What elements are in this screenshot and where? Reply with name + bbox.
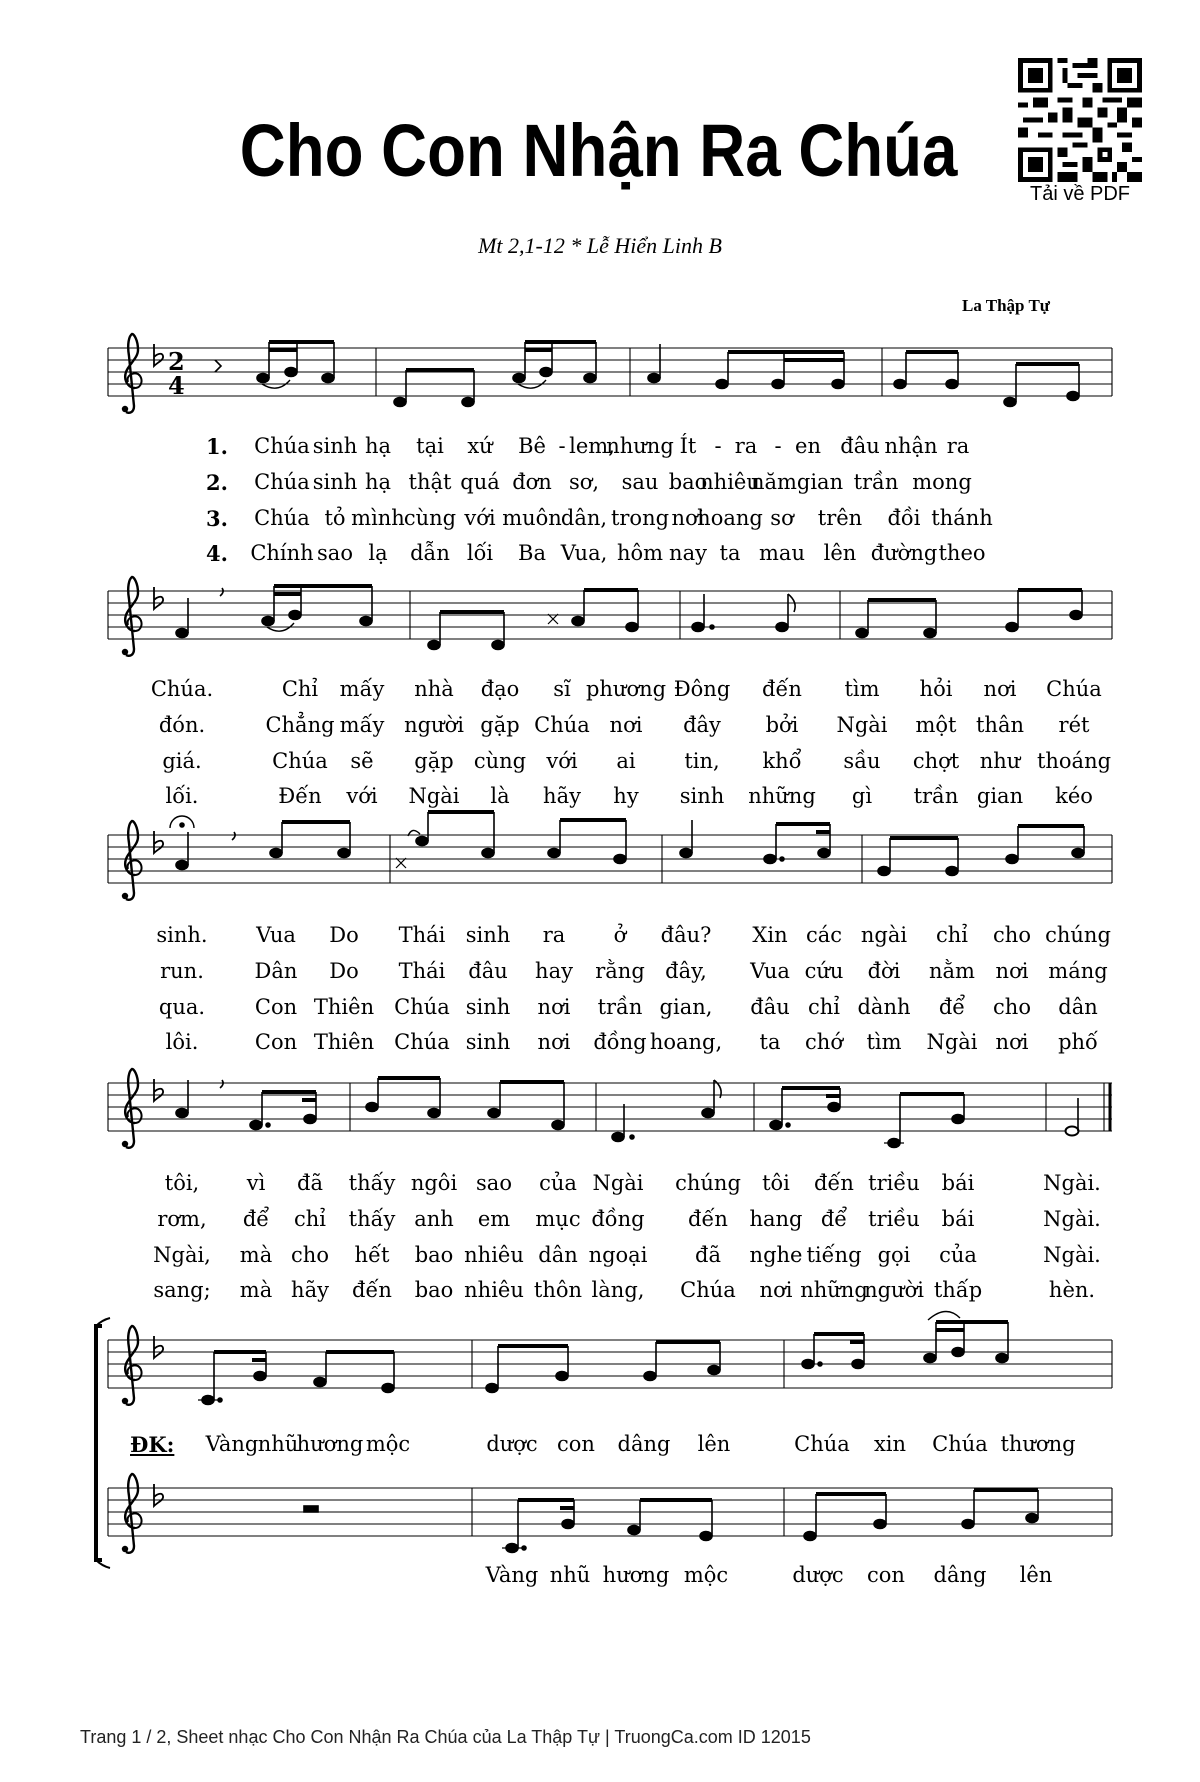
lyric-syllable: Thái bbox=[398, 923, 446, 947]
lyric-syllable: thật bbox=[408, 470, 452, 494]
lyric-syllable: nơi bbox=[537, 995, 571, 1019]
lyric-syllable: bao bbox=[414, 1278, 454, 1302]
lyric-syllable: mộc bbox=[683, 1563, 729, 1587]
lyric-syllable: rét bbox=[1058, 713, 1090, 737]
lyric-syllable: Chúa bbox=[394, 1030, 450, 1054]
lyric-syllable: Chúa bbox=[534, 713, 590, 737]
lyric-syllable: hay bbox=[535, 959, 573, 983]
lyric-syllable: nhiêu bbox=[700, 470, 760, 494]
lyric-syllable: ra bbox=[542, 923, 566, 947]
lyric-syllable: nơi bbox=[983, 677, 1017, 701]
lyric-syllable: người bbox=[404, 713, 464, 737]
lyric-syllable: sinh bbox=[465, 923, 511, 947]
lyric-syllable: dân bbox=[1058, 995, 1098, 1019]
lyric-syllable: Vua bbox=[750, 959, 790, 983]
lyric-syllable: dược bbox=[792, 1563, 844, 1587]
lyric-syllable: khổ bbox=[762, 749, 802, 773]
lyric-syllable: Ngài. bbox=[1043, 1171, 1101, 1195]
lyric-syllable: thương bbox=[1000, 1432, 1076, 1456]
lyric-syllable: sĩ bbox=[553, 677, 571, 701]
lyric-syllable: Ngài bbox=[408, 784, 460, 808]
lyric-syllable: - bbox=[714, 434, 722, 458]
lyric-syllable: phố bbox=[1058, 1030, 1098, 1054]
lyric-syllable: ngôi bbox=[410, 1171, 458, 1195]
lyric-syllable: tỏ bbox=[324, 506, 346, 530]
lyric-syllable: hạ bbox=[364, 434, 392, 458]
lyric-syllable: gặp bbox=[480, 713, 520, 737]
lyric-syllable: hãy bbox=[543, 784, 581, 808]
lyric-syllable: cứu bbox=[804, 959, 844, 983]
lyric-syllable: lên bbox=[697, 1432, 731, 1456]
refrain-label: ĐK: bbox=[130, 1432, 175, 1457]
lyric-syllable: ai bbox=[616, 749, 636, 773]
lyric-syllable: hỏi bbox=[919, 677, 953, 701]
lyric-syllable: ngài bbox=[860, 923, 908, 947]
lyric-syllable: mấy bbox=[339, 713, 385, 737]
time-signature-bottom: 4 bbox=[168, 371, 185, 400]
lyric-syllable: ra bbox=[734, 434, 758, 458]
lyric-syllable: Đông bbox=[673, 677, 731, 701]
lyric-syllable: của bbox=[939, 1243, 977, 1267]
lyric-syllable: em bbox=[477, 1207, 511, 1231]
lyric-syllable: dược bbox=[486, 1432, 538, 1456]
lyric-syllable: Con bbox=[254, 1030, 298, 1054]
lyric-syllable: lên bbox=[823, 541, 857, 565]
lyric-syllable: Chúa. bbox=[150, 677, 214, 701]
lyric-syllable: Ít bbox=[679, 434, 697, 458]
lyric-syllable: hạ bbox=[364, 470, 392, 494]
lyric-syllable: chỉ bbox=[293, 1207, 327, 1231]
lyric-syllable: hèn. bbox=[1048, 1278, 1096, 1302]
lyric-syllable: đâu bbox=[468, 959, 508, 983]
lyric-syllable: chúng bbox=[675, 1171, 741, 1195]
lyric-syllable: bởi bbox=[765, 713, 799, 737]
lyric-syllable: nghe bbox=[749, 1243, 803, 1267]
lyric-syllable: sang; bbox=[153, 1278, 211, 1302]
lyric-syllable: để bbox=[242, 1207, 270, 1231]
lyric-syllable: ta bbox=[719, 541, 741, 565]
lyric-syllable: Chúa bbox=[394, 995, 450, 1019]
lyric-syllable: lôi. bbox=[165, 1030, 199, 1054]
download-pdf-label[interactable]: Tải về PDF bbox=[1029, 183, 1131, 205]
lyric-syllable: cho bbox=[993, 995, 1031, 1019]
lyric-syllable: dâng bbox=[933, 1563, 987, 1587]
lyric-syllable: để bbox=[820, 1207, 848, 1231]
lyric-syllable: đến bbox=[814, 1171, 854, 1195]
lyric-syllable: trần bbox=[853, 470, 899, 494]
verse-number: 3. bbox=[206, 506, 228, 531]
lyric-syllable: Dân bbox=[254, 959, 298, 983]
lyric-syllable: Do bbox=[329, 923, 359, 947]
lyric-syllable: cho bbox=[291, 1243, 329, 1267]
lyric-syllable: sau bbox=[621, 470, 659, 494]
lyric-syllable: nằm bbox=[929, 959, 975, 983]
lyric-syllable: đơn bbox=[512, 470, 552, 494]
lyric-syllable: Vàng bbox=[205, 1432, 259, 1456]
lyric-syllable: nhiêu bbox=[464, 1278, 524, 1302]
lyric-syllable: dâng bbox=[617, 1432, 671, 1456]
lyric-syllable: anh bbox=[414, 1207, 454, 1231]
lyric-syllable: sinh bbox=[679, 784, 725, 808]
lyric-syllable: hy bbox=[613, 784, 639, 808]
lyric-syllable: thánh bbox=[931, 506, 993, 530]
lyric-syllable: như bbox=[979, 749, 1021, 773]
staff-system-1 bbox=[108, 348, 1112, 396]
lyric-syllable: ở bbox=[613, 923, 627, 947]
lyric-syllable: quá bbox=[460, 470, 500, 494]
lyric-syllable: với bbox=[346, 784, 378, 808]
lyric-syllable: theo bbox=[938, 541, 986, 565]
lyric-syllable: sinh. bbox=[156, 923, 208, 947]
lyric-syllable: nhận bbox=[884, 434, 938, 458]
lyric-syllable: người bbox=[864, 1278, 924, 1302]
lyric-syllable: Ngài bbox=[836, 713, 888, 737]
lyric-syllable: đã bbox=[695, 1243, 721, 1267]
lyric-syllable: Chính bbox=[250, 541, 314, 565]
lyric-syllable: hoang bbox=[697, 506, 763, 530]
lyric-syllable: Vua bbox=[256, 923, 296, 947]
lyric-syllable: sao bbox=[317, 541, 353, 565]
lyric-syllable: hết bbox=[354, 1243, 390, 1267]
lyric-syllable: dẫn bbox=[410, 541, 450, 565]
lyric-syllable: con bbox=[867, 1563, 905, 1587]
lyric-syllable: đồng bbox=[591, 1207, 645, 1231]
lyric-syllable: Ngài. bbox=[1043, 1243, 1101, 1267]
lyric-syllable: phương bbox=[585, 677, 667, 701]
lyric-syllable: sinh bbox=[312, 434, 358, 458]
lyric-syllable: nhũ bbox=[549, 1563, 591, 1587]
lyric-syllable: gian, bbox=[659, 995, 713, 1019]
lyric-syllable: Ngài. bbox=[1043, 1207, 1101, 1231]
lyric-syllable: hương bbox=[602, 1563, 670, 1587]
lyric-syllable: trần bbox=[597, 995, 643, 1019]
lyric-syllable: Bê bbox=[518, 434, 546, 458]
lyric-syllable: đạo bbox=[480, 677, 520, 701]
lyric-syllable: sầu bbox=[843, 749, 881, 773]
lyric-syllable: muôn bbox=[502, 506, 562, 530]
page-footer: Trang 1 / 2, Sheet nhạc Cho Con Nhận Ra Chúa của La Thập Tự | TruongCa.com ID 12015 bbox=[80, 1727, 811, 1747]
lyric-syllable: Chúa bbox=[254, 470, 310, 494]
lyric-syllable: triều bbox=[868, 1207, 920, 1231]
verse-number: 4. bbox=[206, 541, 228, 566]
lyric-syllable: để bbox=[938, 995, 966, 1019]
lyric-syllable: triều bbox=[868, 1171, 920, 1195]
lyric-syllable: sinh bbox=[312, 470, 358, 494]
lyric-syllable: sơ, bbox=[568, 470, 600, 494]
lyric-syllable: nhiêu bbox=[464, 1243, 524, 1267]
lyric-syllable: đến bbox=[688, 1207, 728, 1231]
lyric-syllable: tiếng bbox=[806, 1243, 862, 1267]
lyric-syllable: sẽ bbox=[350, 749, 374, 773]
lyric-syllable: của bbox=[539, 1171, 577, 1195]
lyric-syllable: gì bbox=[851, 784, 873, 808]
staff-system-3 bbox=[108, 835, 1112, 883]
lyric-syllable: lạ bbox=[368, 541, 388, 565]
lyric-syllable: Thiên bbox=[313, 995, 375, 1019]
lyric-syllable: năm bbox=[751, 470, 797, 494]
lyric-syllable: gian bbox=[796, 470, 844, 494]
lyric-syllable: Ba bbox=[518, 541, 546, 565]
lyric-syllable: dành bbox=[857, 995, 911, 1019]
lyric-syllable: Chúa bbox=[794, 1432, 850, 1456]
lyric-syllable: trong bbox=[610, 506, 670, 530]
lyric-syllable: chúng bbox=[1045, 923, 1111, 947]
lyric-syllable: Thiên bbox=[313, 1030, 375, 1054]
lyric-syllable: hương bbox=[296, 1432, 364, 1456]
lyric-syllable: chớ bbox=[805, 1030, 843, 1054]
lyric-syllable: thân bbox=[975, 713, 1025, 737]
lyric-syllable: thoáng bbox=[1036, 749, 1112, 773]
lyric-syllable: là bbox=[490, 784, 510, 808]
lyric-syllable: mong bbox=[912, 470, 972, 494]
staff-system-2 bbox=[108, 591, 1112, 639]
lyric-syllable: nhưng bbox=[606, 434, 674, 458]
lyric-syllable: thôn bbox=[533, 1278, 583, 1302]
lyric-syllable: Chẳng bbox=[265, 713, 335, 737]
lyric-syllable: bao bbox=[414, 1243, 454, 1267]
lyric-syllable: đây, bbox=[665, 959, 707, 983]
lyric-syllable: nơi bbox=[995, 959, 1029, 983]
lyric-syllable: mình bbox=[351, 506, 405, 530]
song-title: Cho Con Nhận Ra Chúa bbox=[239, 109, 958, 192]
lyric-syllable: nơi bbox=[609, 713, 643, 737]
lyric-syllable: làng, bbox=[591, 1278, 645, 1302]
lyric-syllable: sinh bbox=[465, 1030, 511, 1054]
lyric-syllable: nơi bbox=[671, 506, 705, 530]
lyric-syllable: Chúa bbox=[254, 434, 310, 458]
lyric-syllable: Đến bbox=[278, 784, 322, 808]
lyric-syllable: đâu bbox=[840, 434, 880, 458]
lyric-syllable: đâu? bbox=[660, 923, 712, 947]
lyric-syllable: lối bbox=[466, 541, 494, 565]
lyric-syllable: con bbox=[557, 1432, 595, 1456]
lyric-syllable: mau bbox=[759, 541, 805, 565]
lyric-syllable: giá. bbox=[162, 749, 202, 773]
lyric-syllable: trần bbox=[913, 784, 959, 808]
lyric-syllable: Chỉ bbox=[281, 677, 319, 701]
lyric-syllable: trên bbox=[817, 506, 863, 530]
lyric-syllable: đây bbox=[683, 713, 721, 737]
lyric-syllable: xứ bbox=[467, 434, 493, 458]
lyric-syllable: sinh bbox=[465, 995, 511, 1019]
lyric-syllable: ra bbox=[946, 434, 970, 458]
lyric-syllable: hãy bbox=[291, 1278, 329, 1302]
lyric-syllable: cho bbox=[993, 923, 1031, 947]
lyric-syllable: Ngài bbox=[592, 1171, 644, 1195]
lyric-syllable: thấp bbox=[933, 1278, 983, 1302]
lyric-syllable: với bbox=[464, 506, 496, 530]
lyric-syllable: vì bbox=[246, 1171, 266, 1195]
lyric-syllable: gặp bbox=[414, 749, 454, 773]
lyric-syllable: Do bbox=[329, 959, 359, 983]
lyric-syllable: run. bbox=[160, 959, 204, 983]
lyric-syllable: nơi bbox=[995, 1030, 1029, 1054]
lyric-syllable: tại bbox=[416, 434, 444, 458]
lyric-syllable: mộc bbox=[365, 1432, 411, 1456]
lyric-syllable: một bbox=[915, 713, 957, 737]
time-signature-top: 2 bbox=[168, 347, 185, 376]
lyric-syllable: nay bbox=[669, 541, 707, 565]
lyric-syllable: ta bbox=[759, 1030, 781, 1054]
lyric-syllable: những bbox=[748, 784, 816, 808]
verse-number: 1. bbox=[206, 434, 228, 459]
lyric-syllable: đồi bbox=[887, 506, 921, 530]
lyric-syllable: Ngài, bbox=[153, 1243, 211, 1267]
lyric-syllable: lối. bbox=[165, 784, 199, 808]
lyric-syllable: tìm bbox=[844, 677, 880, 701]
lyric-syllable: Chúa bbox=[932, 1432, 988, 1456]
song-subtitle: Mt 2,1-12 * Lễ Hiển Linh B bbox=[478, 233, 722, 258]
lyric-syllable: qua. bbox=[158, 995, 206, 1019]
lyric-syllable: nơi bbox=[759, 1278, 793, 1302]
lyric-syllable: en bbox=[795, 434, 821, 458]
lyric-syllable: cùng bbox=[473, 749, 527, 773]
lyric-syllable: thấy bbox=[348, 1207, 396, 1231]
lyric-syllable: nơi bbox=[537, 1030, 571, 1054]
lyric-syllable: đến bbox=[352, 1278, 392, 1302]
lyric-syllable: Con bbox=[254, 995, 298, 1019]
lyric-syllable: Chúa bbox=[1046, 677, 1102, 701]
lyric-syllable: hoang, bbox=[649, 1030, 723, 1054]
lyric-syllable: kéo bbox=[1055, 784, 1093, 808]
lyric-syllable: máng bbox=[1048, 959, 1108, 983]
lyric-syllable: mà bbox=[239, 1278, 273, 1302]
lyric-syllable: tin, bbox=[684, 749, 720, 773]
lyric-syllable: chỉ bbox=[807, 995, 841, 1019]
lyric-syllable: gọi bbox=[877, 1243, 911, 1267]
lyric-syllable: Thái bbox=[398, 959, 446, 983]
lyric-syllable: Vua, bbox=[560, 541, 608, 565]
lyric-syllable: Vàng bbox=[485, 1563, 539, 1587]
composer-name: La Thập Tự bbox=[961, 296, 1050, 315]
lyric-syllable: Chúa bbox=[254, 506, 310, 530]
lyric-syllable: đời bbox=[867, 959, 901, 983]
lyric-syllable: thấy bbox=[348, 1171, 396, 1195]
lyric-syllable: mà bbox=[239, 1243, 273, 1267]
lyric-syllable: mục bbox=[535, 1207, 581, 1231]
lyric-syllable: đường bbox=[870, 541, 938, 565]
lyric-syllable: sơ bbox=[770, 506, 794, 530]
lyric-syllable: mấy bbox=[339, 677, 385, 701]
lyric-syllable: - bbox=[558, 434, 566, 458]
lyric-syllable: đồng bbox=[593, 1030, 647, 1054]
lyric-syllable: chợt bbox=[912, 749, 960, 773]
lyric-syllable: lem, bbox=[569, 434, 615, 458]
lyric-syllable: các bbox=[805, 923, 843, 947]
lyric-syllable: đón. bbox=[158, 713, 206, 737]
lyric-syllable: Ngài bbox=[926, 1030, 978, 1054]
lyric-syllable: xin bbox=[873, 1432, 907, 1456]
lyric-syllable: dân bbox=[538, 1243, 578, 1267]
lyric-syllable: bái bbox=[941, 1171, 975, 1195]
lyric-syllable: Chúa bbox=[680, 1278, 736, 1302]
lyric-syllable: đâu bbox=[750, 995, 790, 1019]
verse-number: 2. bbox=[206, 470, 228, 495]
lyric-syllable: hang bbox=[749, 1207, 803, 1231]
lyric-syllable: đến bbox=[762, 677, 802, 701]
lyric-syllable: Xin bbox=[752, 923, 788, 947]
lyric-syllable: hôm bbox=[616, 541, 664, 565]
lyric-syllable: sao bbox=[476, 1171, 512, 1195]
lyric-syllable: đã bbox=[297, 1171, 323, 1195]
lyric-syllable: gian bbox=[976, 784, 1024, 808]
lyric-syllable: - bbox=[774, 434, 782, 458]
lyric-syllable: những bbox=[800, 1278, 868, 1302]
lyric-syllable: rằng bbox=[595, 959, 645, 983]
lyric-syllable: bái bbox=[941, 1207, 975, 1231]
lyric-syllable: Chúa bbox=[272, 749, 328, 773]
lyric-syllable: với bbox=[546, 749, 578, 773]
lyric-syllable: rơm, bbox=[157, 1207, 207, 1231]
lyric-syllable: dân, bbox=[560, 506, 608, 530]
lyric-syllable: tôi bbox=[762, 1171, 790, 1195]
lyric-syllable: bao bbox=[668, 470, 708, 494]
lyric-syllable: tôi, bbox=[164, 1171, 200, 1195]
lyric-syllable: lên bbox=[1019, 1563, 1053, 1587]
lyric-syllable: nhà bbox=[414, 677, 454, 701]
lyric-syllable: tìm bbox=[866, 1030, 902, 1054]
lyric-syllable: nhũ bbox=[257, 1432, 299, 1456]
lyric-syllable: chỉ bbox=[935, 923, 969, 947]
lyric-syllable: ngoại bbox=[588, 1243, 648, 1267]
lyric-syllable: cùng bbox=[403, 506, 457, 530]
